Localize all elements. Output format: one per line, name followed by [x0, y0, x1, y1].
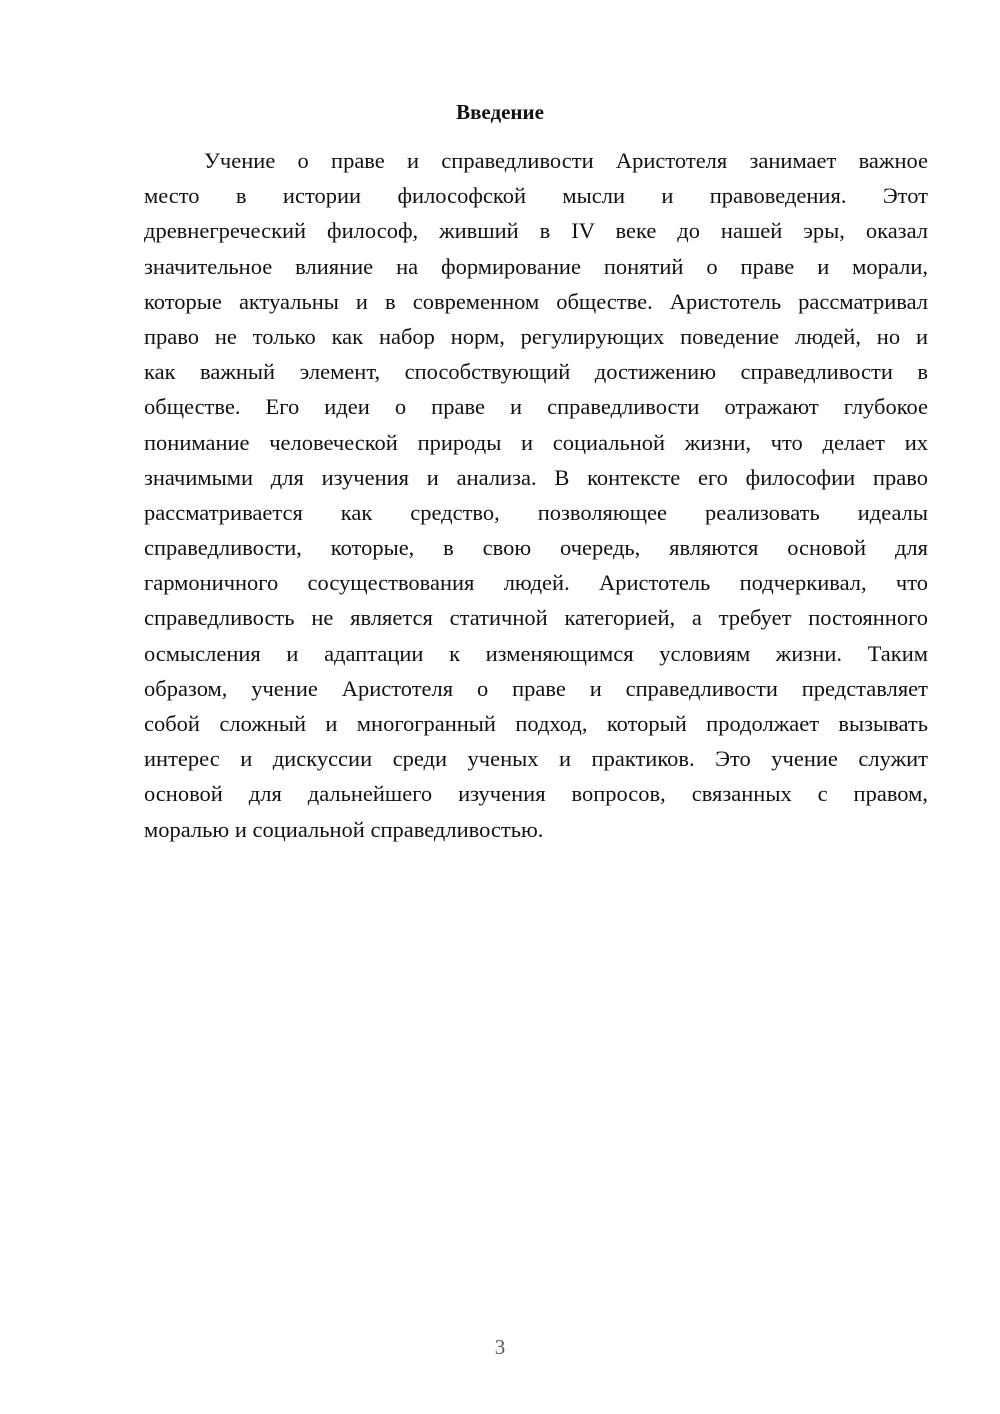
paragraph-line: значимыми для изучения и анализа. В контексте его философии право [144, 464, 928, 490]
paragraph-line: интерес и дискуссии среди ученых и практиков. Это учение служит [144, 746, 928, 772]
paragraph-line: как важный элемент, способствующий достижению справедливости в [144, 359, 928, 385]
paragraph-line: Учение о праве и справедливости Аристотеля занимает важное [204, 148, 928, 173]
paragraph-line: осмысления и адаптации к изменяющимся условиям жизни. Таким [144, 640, 928, 666]
paragraph-line: справедливости, которые, в свою очередь, являются основой для [144, 535, 928, 561]
paragraph-line: право не только как набор норм, регулирующих поведение людей, но и [144, 323, 928, 349]
paragraph-line: образом, учение Аристотеля о праве и справедливости представляет [144, 675, 928, 701]
paragraph-line: основой для дальнейшего изучения вопросов, связанных с правом, [144, 781, 928, 807]
paragraph-line: моралью и социальной справедливостью. [144, 816, 544, 842]
paragraph-line: справедливость не является статичной категорией, а требует постоянного [144, 605, 928, 631]
paragraph-line: древнегреческий философ, живший в IV веке до нашей эры, оказал [144, 218, 928, 244]
paragraph-line: рассматривается как средство, позволяющее реализовать идеалы [144, 499, 928, 525]
paragraph-line: место в истории философской мысли и правоведения. Этот [144, 183, 928, 209]
paragraph-line: обществе. Его идеи о праве и справедливости отражают глубокое [144, 394, 928, 420]
page-number: 3 [494, 1335, 506, 1359]
section-heading: Введение [456, 100, 544, 124]
body-paragraph [144, 143, 928, 847]
paragraph-line: собой сложный и многогранный подход, который продолжает вызывать [144, 711, 928, 736]
paragraph-line: гармоничного сосуществования людей. Аристотель подчеркивал, что [144, 570, 928, 596]
paragraph-line: значительное влияние на формирование понятий о праве и морали, [144, 253, 928, 279]
paragraph-line: которые актуальны и в современном обществе. Аристотель рассматривал [144, 288, 928, 314]
paragraph-line: понимание человеческой природы и социальной жизни, что делает их [144, 429, 928, 455]
